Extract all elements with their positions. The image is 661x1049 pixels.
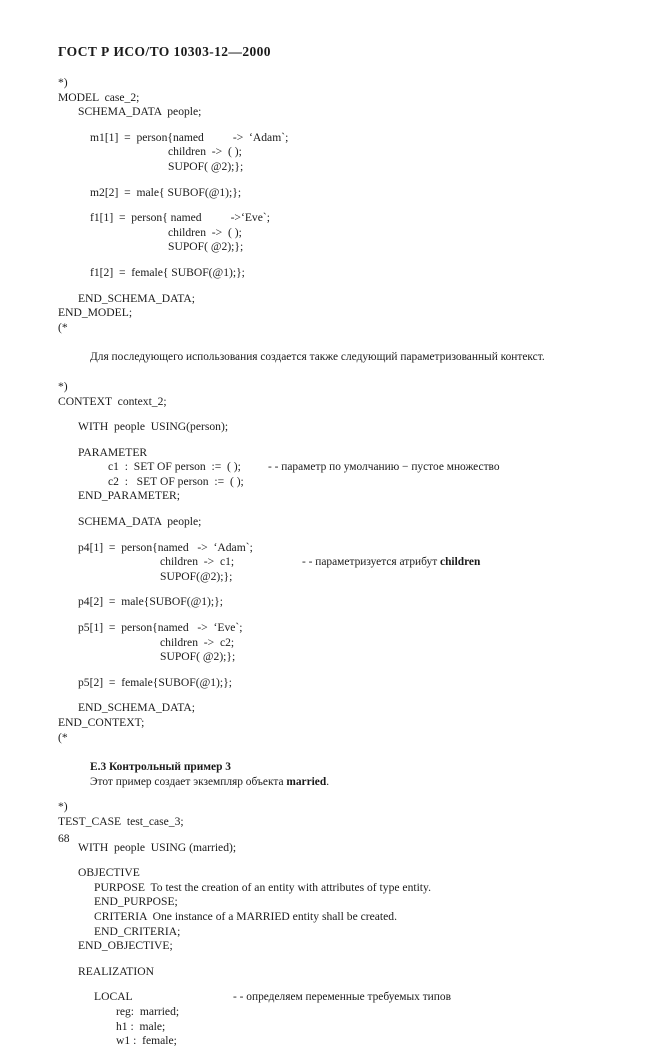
text-run: END_CONTEXT; xyxy=(58,716,145,729)
text-run: WITH people USING (married); xyxy=(78,840,237,854)
text-line xyxy=(0,731,661,746)
text-line xyxy=(0,910,661,925)
text-run: *) xyxy=(58,800,68,814)
text-line xyxy=(0,186,661,201)
text-line xyxy=(0,650,661,665)
text-run: SUPOF(@2);}; xyxy=(160,569,233,583)
text-run: SUPOF( @2);}; xyxy=(168,240,244,254)
text-line xyxy=(0,621,661,636)
text-line xyxy=(0,226,661,241)
text-line xyxy=(0,925,661,940)
text-run: m1[1] = person{named -> ‘Adam`; xyxy=(90,130,289,144)
text-line xyxy=(0,541,661,556)
text-run: children -> c1; xyxy=(160,555,235,569)
vertical-spacer xyxy=(0,690,661,701)
text-run: Этот пример создает экземпляр объекта married. xyxy=(90,775,330,788)
text-run: PARAMETER xyxy=(78,445,148,459)
text-run: *) xyxy=(58,379,68,393)
vertical-spacer xyxy=(0,435,661,446)
text-line xyxy=(0,306,661,321)
vertical-spacer xyxy=(0,120,661,131)
text-line xyxy=(0,292,661,307)
text-run: c2 : SET OF person := ( ); xyxy=(108,474,244,488)
text-run: SCHEMA_DATA people; xyxy=(78,515,202,529)
vertical-spacer xyxy=(0,610,661,621)
vertical-spacer xyxy=(0,504,661,515)
text-line xyxy=(0,555,661,570)
text-run: CRITERIA One instance of a MARRIED entity shall be created. xyxy=(94,909,397,923)
text-line xyxy=(0,815,661,830)
text-run: END_SCHEMA_DATA; xyxy=(78,291,195,305)
text-line xyxy=(0,420,661,435)
text-run: f1[2] = female{ SUBOF(@1);}; xyxy=(90,265,245,279)
emphasised-term: married xyxy=(286,775,327,788)
text-line xyxy=(0,636,661,651)
text-line xyxy=(0,76,661,91)
text-run: children -> c2; xyxy=(160,635,235,649)
text-run: children -> ( ); xyxy=(168,145,242,159)
document-body xyxy=(0,76,661,1049)
text-run: reg: married; xyxy=(116,1004,180,1018)
vertical-spacer xyxy=(0,335,661,350)
text-run: (* xyxy=(58,730,68,744)
text-run: PURPOSE To test the creation of an entity with attributes of type entity. xyxy=(94,880,431,894)
text-run: (* xyxy=(58,320,68,334)
text-line xyxy=(0,1034,661,1049)
vertical-spacer xyxy=(0,979,661,990)
text-run: h1 : male; xyxy=(116,1019,166,1033)
text-run: SCHEMA_DATA people; xyxy=(78,105,202,119)
text-line xyxy=(0,105,661,120)
text-line xyxy=(0,965,661,980)
text-run: END_MODEL; xyxy=(58,306,133,320)
text-run: E.3 Контрольный пример 3 xyxy=(90,761,231,774)
text-line xyxy=(0,446,661,461)
text-line xyxy=(0,460,661,475)
text-line xyxy=(0,775,661,790)
text-run: CONTEXT context_2; xyxy=(58,394,167,408)
text-run: children -> ( ); xyxy=(168,225,242,239)
vertical-spacer xyxy=(0,745,661,760)
text-line xyxy=(0,570,661,585)
text-run: SUPOF( @2);}; xyxy=(160,650,236,664)
text-run: m2[2] = male{ SUBOF(@1);}; xyxy=(90,185,242,199)
text-run: SUPOF( @2);}; xyxy=(168,159,244,173)
text-line xyxy=(0,1020,661,1035)
text-run: END_OBJECTIVE; xyxy=(78,939,173,953)
text-run: OBJECTIVE xyxy=(78,866,140,880)
vertical-spacer xyxy=(0,855,661,866)
text-run: REALIZATION xyxy=(78,964,154,978)
text-run: TEST_CASE test_case_3; xyxy=(58,814,184,828)
text-run: WITH people USING(person); xyxy=(78,420,229,434)
text-line xyxy=(0,1005,661,1020)
text-line xyxy=(0,595,661,610)
text-run: END_PARAMETER; xyxy=(78,489,180,503)
page-header: ГОСТ Р ИСО/ТО 10303-12—2000 xyxy=(58,44,271,59)
text-run: - - параметр по умолчанию − пустое множество xyxy=(268,461,500,474)
text-line xyxy=(0,240,661,255)
text-line xyxy=(0,266,661,281)
text-line xyxy=(0,841,661,856)
text-line xyxy=(0,475,661,490)
vertical-spacer xyxy=(0,665,661,676)
text-run: c1 : SET OF person := ( ); xyxy=(108,460,241,474)
text-line xyxy=(0,160,661,175)
text-line xyxy=(0,881,661,896)
text-line xyxy=(0,716,661,731)
vertical-spacer xyxy=(0,584,661,595)
vertical-spacer xyxy=(0,789,661,800)
vertical-spacer xyxy=(0,281,661,292)
text-run: p5[1] = person{named -> ‘Eve`; xyxy=(78,621,243,635)
text-line xyxy=(0,990,661,1005)
vertical-spacer xyxy=(0,409,661,420)
text-line xyxy=(0,350,661,365)
text-line xyxy=(0,939,661,954)
text-line xyxy=(0,131,661,146)
text-run: Для последующего использования создается также следующий параметризованный контекст. xyxy=(90,351,545,364)
text-run: p5[2] = female{SUBOF(@1);}; xyxy=(78,675,232,689)
text-line xyxy=(0,760,661,775)
text-run: - - определяем переменные требуемых типов xyxy=(233,991,451,1004)
vertical-spacer xyxy=(0,365,661,380)
vertical-spacer xyxy=(0,175,661,186)
vertical-spacer xyxy=(0,200,661,211)
text-run: *) xyxy=(58,76,68,89)
text-run: END_PURPOSE; xyxy=(94,895,178,909)
text-line xyxy=(0,515,661,530)
text-line xyxy=(0,701,661,716)
text-line xyxy=(0,380,661,395)
text-line xyxy=(0,145,661,160)
emphasised-term: children xyxy=(440,556,481,569)
text-run: END_SCHEMA_DATA; xyxy=(78,701,195,715)
text-run: END_CRITERIA; xyxy=(94,924,181,938)
text-run: p4[2] = male{SUBOF(@1);}; xyxy=(78,595,223,609)
text-run: LOCAL xyxy=(94,990,133,1004)
text-line xyxy=(0,321,661,336)
page-number: 68 xyxy=(58,832,70,845)
vertical-spacer xyxy=(0,530,661,541)
text-line xyxy=(0,489,661,504)
text-line xyxy=(0,676,661,691)
text-line xyxy=(0,211,661,226)
text-line xyxy=(0,800,661,815)
vertical-spacer xyxy=(0,830,661,841)
text-line xyxy=(0,866,661,881)
vertical-spacer xyxy=(0,954,661,965)
text-line xyxy=(0,91,661,106)
text-run: - - параметризуется атрибут children xyxy=(302,556,481,569)
text-run: f1[1] = person{ named ->‘Eve`; xyxy=(90,211,270,225)
text-line xyxy=(0,395,661,410)
text-run: w1 : female; xyxy=(116,1034,177,1048)
text-run: p4[1] = person{named -> ‘Adam`; xyxy=(78,540,253,554)
text-line xyxy=(0,895,661,910)
text-run: MODEL case_2; xyxy=(58,90,140,104)
vertical-spacer xyxy=(0,255,661,266)
